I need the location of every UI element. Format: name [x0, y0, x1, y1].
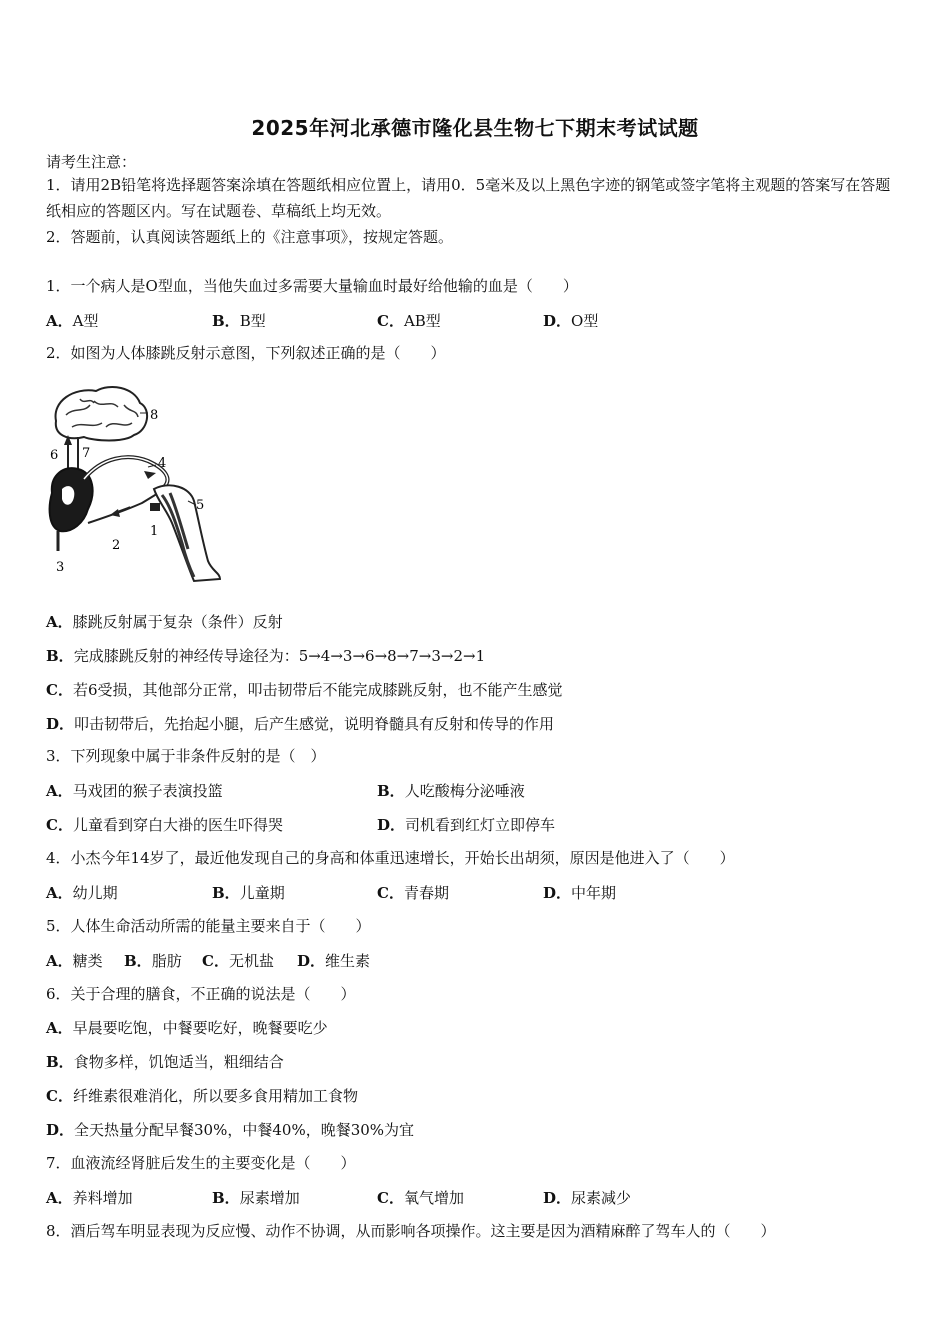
notice-item-1: 1．请用2B铅笔将选择题答案涂填在答题纸相应位置上，请用0．5毫米及以上黑色字迹的钢笔或签字笔将主观题的答案写在答题纸相应的答题区内。写在试题卷、草稿纸上均无效。 — [46, 176, 891, 220]
q4-option-d: D．中年期 — [543, 884, 617, 902]
question-6-stem: 6．关于合理的膳食，不正确的说法是（ ） — [46, 985, 356, 1003]
q6-option-d: D．全天热量分配早餐30%，中餐40%，晚餐30%为宜 — [46, 1121, 415, 1139]
question-3-stem: 3．下列现象中属于非条件反射的是（ ） — [46, 747, 326, 765]
q1-option-b: B．B型 — [212, 312, 266, 330]
exam-title: 2025年河北承德市隆化县生物七下期末考试试题 — [251, 116, 699, 140]
q5-option-d: D．维生素 — [297, 952, 371, 970]
q1-option-d: D．O型 — [543, 312, 599, 330]
label-7: 7 — [82, 446, 91, 461]
notice-item-2: 2．答题前，认真阅读答题纸上的《注意事项》，按规定答题。 — [46, 228, 454, 246]
q5-option-a: A．糖类 — [46, 952, 103, 970]
label-3: 3 — [56, 560, 65, 575]
q4-option-a: A．幼儿期 — [46, 884, 118, 902]
q7-option-c: C．氧气增加 — [377, 1189, 464, 1207]
q6-option-c: C．纤维素很难消化，所以要多食用精加工食物 — [46, 1087, 358, 1105]
q2-option-a: A．膝跳反射属于复杂（条件）反射 — [46, 613, 283, 631]
question-8-stem: 8．酒后驾车明显表现为反应慢、动作不协调，从而影响各项操作。这主要是因为酒精麻醉了驾车人的（ ） — [46, 1222, 776, 1240]
q2-option-d: D．叩击韧带后，先抬起小腿，后产生感觉，说明脊髓具有反射和传导的作用 — [46, 715, 555, 733]
q3-option-d: D．司机看到红灯立即停车 — [377, 816, 556, 834]
q2-option-b: B．完成膝跳反射的神经传导途径为：5→4→3→6→8→7→3→2→1 — [46, 647, 486, 665]
question-1-stem: 1．一个病人是O型血，当他失血过多需要大量输血时最好给他输的血是（ ） — [46, 277, 578, 295]
question-4-stem: 4．小杰今年14岁了，最近他发现自己的身高和体重迅速增长，开始长出胡须，原因是他进入了（ ） — [46, 849, 735, 867]
question-7-stem: 7．血液流经肾脏后发生的主要变化是（ ） — [46, 1154, 356, 1172]
q1-option-c: C．AB型 — [377, 312, 441, 330]
q7-option-d: D．尿素减少 — [543, 1189, 632, 1207]
q3-option-c: C．儿童看到穿白大褂的医生吓得哭 — [46, 816, 283, 834]
label-2: 2 — [112, 538, 121, 553]
q4-option-c: C．青春期 — [377, 884, 449, 902]
q1-option-a: A．A型 — [46, 312, 99, 330]
label-5: 5 — [196, 498, 205, 513]
knee-jerk-reflex-diagram — [44, 383, 229, 583]
q5-option-c: C．无机盐 — [202, 952, 274, 970]
q7-option-b: B．尿素增加 — [212, 1189, 300, 1207]
label-8: 8 — [150, 408, 159, 423]
q2-option-c: C．若6受损，其他部分正常，叩击韧带后不能完成膝跳反射，也不能产生感觉 — [46, 681, 563, 699]
q5-option-b: B．脂肪 — [124, 952, 182, 970]
label-1: 1 — [150, 524, 159, 539]
q6-option-b: B．食物多样，饥饱适当，粗细结合 — [46, 1053, 284, 1071]
label-4: 4 — [158, 456, 167, 471]
q3-option-b: B．人吃酸梅分泌唾液 — [377, 782, 525, 800]
question-2-stem: 2．如图为人体膝跳反射示意图，下列叙述正确的是（ ） — [46, 344, 446, 362]
notice-heading: 请考生注意： — [46, 153, 137, 171]
q3-option-a: A．马戏团的猴子表演投篮 — [46, 782, 223, 800]
label-6: 6 — [50, 448, 59, 463]
q7-option-a: A．养料增加 — [46, 1189, 133, 1207]
q4-option-b: B．儿童期 — [212, 884, 285, 902]
q6-option-a: A．早晨要吃饱，中餐要吃好，晚餐要吃少 — [46, 1019, 328, 1037]
question-5-stem: 5．人体生命活动所需的能量主要来自于（ ） — [46, 917, 371, 935]
